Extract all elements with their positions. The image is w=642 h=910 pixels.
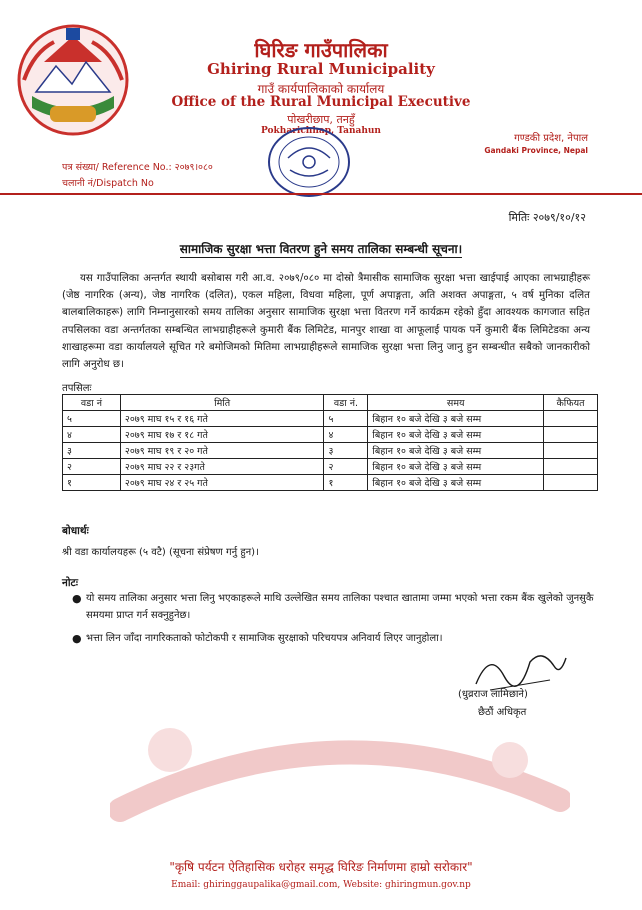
cell-ward-2: २	[324, 459, 368, 475]
cell-date: २०७९ माघ २४ र २५ गते	[120, 475, 324, 491]
letter-body: यस गाउँपालिका अन्तर्गत स्थायी बसोबास गरी आ.व. २०७९/०८० मा दोस्रो त्रैमासीक सामाजिक सुरक्षा भत्ता खाईपाई आएका लाभग्राहीहरू (जेष्ठ नागरिक (अन्य), जेष्ठ नागरिक (दलित), एकल महिला, विधवा महिला, पूर्ण अपाङ्गता, अति अशक्त अपाङ्गता, ५ वर्ष मुनिका दलित बालबालिकाहरू) लागि निम्नानुसारको समय तालिका अनुसार सामाजिक सुरक्षा भत्ता वितरण गर्ने कार्यक्रम रहेको हुँदा आवश्यक कागजात सहित तपसिलका वडा अन्तर्गतका सम्बन्धित लाभग्राहीहरूले कुमारी बैंक लिमिटेड, मानपुर शाखा वा आफूलाई पायक पर्ने कुमारी बैंक लिमिटेडका अन्य शाखाहरूमा वडा कार्यालयले सूचित गरे बमोजिमको मितिमा लाभग्राहीहरूले सामाजिक सुरक्षा भत्ता लिनु जानु हुन सम्बन्धीत सबैको जानकारीको लागि अनुरोध छ।	[62, 273, 590, 371]
table-header-row	[63, 395, 598, 411]
cell-remarks	[544, 443, 598, 459]
cell-time: बिहान १० बजे देखि ३ बजे सम्म	[368, 427, 544, 443]
header-ward-no-2: वडा नं.	[324, 395, 368, 411]
cell-time: बिहान १० बजे देखि ३ बजे सम्म	[368, 411, 544, 427]
location-np: पोखरीछाप, तनहुँ	[287, 113, 355, 126]
cell-remarks	[544, 411, 598, 427]
reference-number: पत्र संख्या/ Reference No.: २०७९।०८०	[62, 162, 213, 173]
cell-date: २०७९ माघ २२ र २३गते	[120, 459, 324, 475]
cell-ward: ३	[63, 443, 121, 459]
cell-ward-2: ५	[324, 411, 368, 427]
bullet-icon: ●	[72, 632, 82, 645]
table-row	[63, 475, 598, 491]
cell-ward: १	[63, 475, 121, 491]
cell-time: बिहान १० बजे देखि ३ बजे सम्म	[368, 443, 544, 459]
office-name-en: Office of the Rural Municipal Executive	[171, 94, 471, 110]
header-divider	[0, 193, 642, 195]
cell-date: २०७९ माघ १७ र १८ गते	[120, 427, 324, 443]
cell-ward: ५	[63, 411, 121, 427]
signatory-name: (धुव्रराज लामिछाने)	[458, 689, 528, 700]
header-time: समय	[368, 395, 544, 411]
dispatch-number: चलानी नं/Dispatch No	[62, 178, 154, 189]
header-remarks: कैफियत	[544, 395, 598, 411]
municipality-name-en: Ghiring Rural Municipality	[207, 60, 435, 78]
cell-date: २०७९ माघ १९ र २० गते	[120, 443, 324, 459]
cell-ward-2: १	[324, 475, 368, 491]
cell-remarks	[544, 475, 598, 491]
cell-time: बिहान १० बजे देखि ३ बजे सम्म	[368, 475, 544, 491]
province-en: Gandaki Province, Nepal	[484, 146, 588, 155]
details-label: तपसिलः	[62, 383, 92, 394]
cell-date: २०७९ माघ १५ र १६ गते	[120, 411, 324, 427]
cell-ward: ४	[63, 427, 121, 443]
note-item	[72, 590, 596, 624]
letter-date: मितिः २०७९/१०/१२	[508, 211, 586, 224]
letter-subject	[0, 240, 642, 257]
bullet-icon: ●	[72, 592, 82, 605]
table-row	[63, 427, 598, 443]
province-np: गण्डकी प्रदेश, नेपाल	[514, 133, 588, 144]
note-item-text: यो समय तालिका अनुसार भत्ता लिनु भएकाहरूले माथि उल्लेखित समय तालिका पश्चात खातामा जम्मा भएको भत्ता रकम बैंक खुलेको जुनसुकै समयमा प्राप्त गर्न सक्नुहुनेछ।	[86, 593, 594, 621]
header-ward-no: वडा नं	[63, 395, 121, 411]
cell-remarks	[544, 459, 598, 475]
table-row	[63, 411, 598, 427]
notes-heading: नोटः	[62, 577, 78, 589]
cell-remarks	[544, 427, 598, 443]
footer-slogan: "कृषि पर्यटन ऐतिहासिक धरोहर समृद्ध घिरिङ निर्माणमा हाम्रो सरोकार"	[169, 860, 473, 874]
table-row	[63, 459, 598, 475]
header-date: मिति	[120, 395, 324, 411]
office-seal-stamp-icon	[260, 118, 358, 204]
distribution-schedule-table	[62, 394, 598, 491]
office-name-np: गाउँ कार्यपालिकाको कार्यालय	[257, 82, 385, 96]
signatory-title: छैठौं अधिकृत	[478, 707, 527, 718]
cell-time: बिहान १० बजे देखि ३ बजे सम्म	[368, 459, 544, 475]
footer-contact: Email: ghiringgaupalika@gmail.com, Website: ghiringmun.gov.np	[171, 880, 471, 890]
cell-ward: २	[63, 459, 121, 475]
table-row	[63, 443, 598, 459]
cc-heading: बोधार्थः	[62, 525, 89, 537]
cell-ward-2: ४	[324, 427, 368, 443]
note-item-text: भत्ता लिन जाँदा नागरिकताको फोटोकपी र सामाजिक सुरक्षाको परिचयपत्र अनिवार्य लिएर जानुहोला।	[86, 633, 443, 644]
letter-subject-text: सामाजिक सुरक्षा भत्ता वितरण हुने समय तालिका सम्बन्धी सूचना।	[179, 242, 463, 256]
location-en: Pokharichhap, Tanahun	[261, 126, 381, 136]
cc-line: श्री वडा कार्यालयहरू (५ वटै) (सूचना संप्रेषण गर्नु हुन)।	[62, 547, 259, 558]
cell-ward-2: ३	[324, 443, 368, 459]
municipality-name-np: घिरिङ गाउँपालिका	[254, 38, 388, 62]
